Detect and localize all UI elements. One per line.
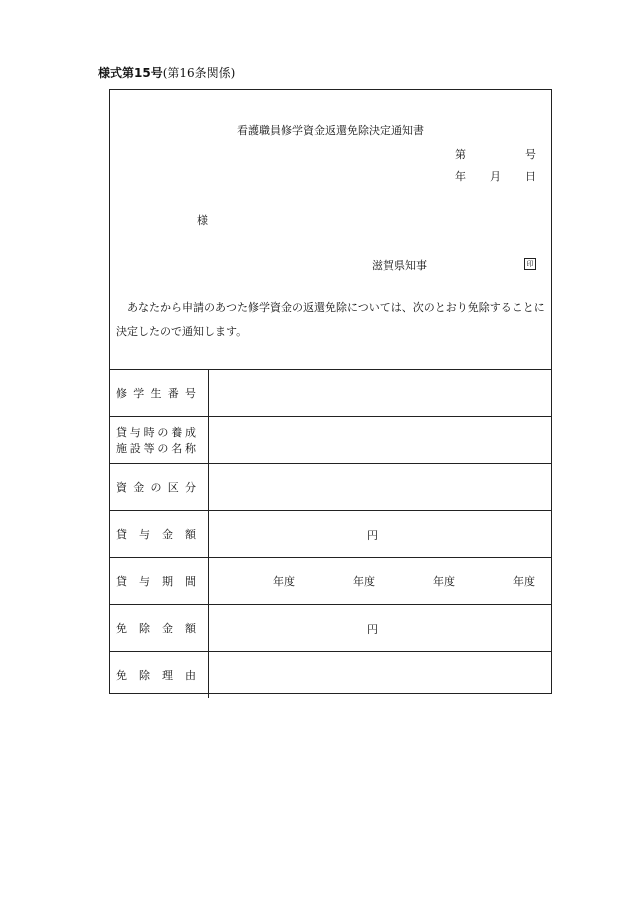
notice-title: 看護職員修学資金返還免除決定通知書 — [237, 124, 424, 137]
value-facility[interactable] — [209, 417, 552, 464]
addressee-suffix: 様 — [197, 214, 208, 227]
label-loan-period: 貸 与 期 間 — [110, 558, 209, 605]
row-loan-period — [110, 558, 551, 605]
period-year-1: 年度 — [273, 575, 295, 588]
label-exempt-reason: 免 除 理 由 — [110, 652, 209, 699]
row-fund-type — [110, 464, 551, 511]
form-frame — [109, 89, 552, 694]
value-loan-period[interactable] — [209, 558, 552, 605]
notice-section — [110, 90, 551, 370]
label-student-number: 修 学 生 番 号 — [110, 370, 209, 417]
details-table — [110, 370, 551, 698]
label-loan-amount: 貸 与 金 額 — [110, 511, 209, 558]
row-facility — [110, 417, 551, 464]
form-code-sub: (第16条関係) — [162, 66, 236, 80]
period-year-2: 年度 — [353, 575, 375, 588]
value-loan-amount[interactable] — [209, 511, 552, 558]
number-suffix: 号 — [525, 148, 536, 161]
row-loan-amount — [110, 511, 551, 558]
date-month: 月 — [490, 170, 501, 183]
seal-mark — [522, 256, 536, 270]
seal-icon: 印 — [524, 258, 536, 270]
notice-body: あなたから申請のあつた修学資金の返還免除については、次のとおり免除することに決定したので通知します。 — [116, 301, 545, 338]
row-exempt-amount — [110, 605, 551, 652]
period-year-4: 年度 — [513, 575, 535, 588]
form-code-main: 様式第15号 — [98, 66, 163, 80]
period-year-3: 年度 — [433, 575, 455, 588]
row-exempt-reason — [110, 652, 551, 699]
issuer-name: 滋賀県知事 — [372, 259, 427, 272]
row-student-number — [110, 370, 551, 417]
value-exempt-amount[interactable] — [209, 605, 552, 652]
label-facility: 貸 与 時 の 養 成 施 設 等 の 名 称 — [110, 417, 209, 464]
value-student-number[interactable] — [209, 370, 552, 417]
form-code — [98, 64, 235, 81]
label-fund-type: 資 金 の 区 分 — [110, 464, 209, 511]
date-day: 日 — [525, 170, 536, 183]
exempt-amount-unit: 円 — [367, 623, 378, 636]
date-year: 年 — [455, 170, 466, 183]
loan-amount-unit: 円 — [367, 529, 378, 542]
value-fund-type[interactable] — [209, 464, 552, 511]
value-exempt-reason[interactable] — [209, 652, 552, 699]
label-exempt-amount: 免 除 金 額 — [110, 605, 209, 652]
number-prefix: 第 — [455, 148, 466, 161]
